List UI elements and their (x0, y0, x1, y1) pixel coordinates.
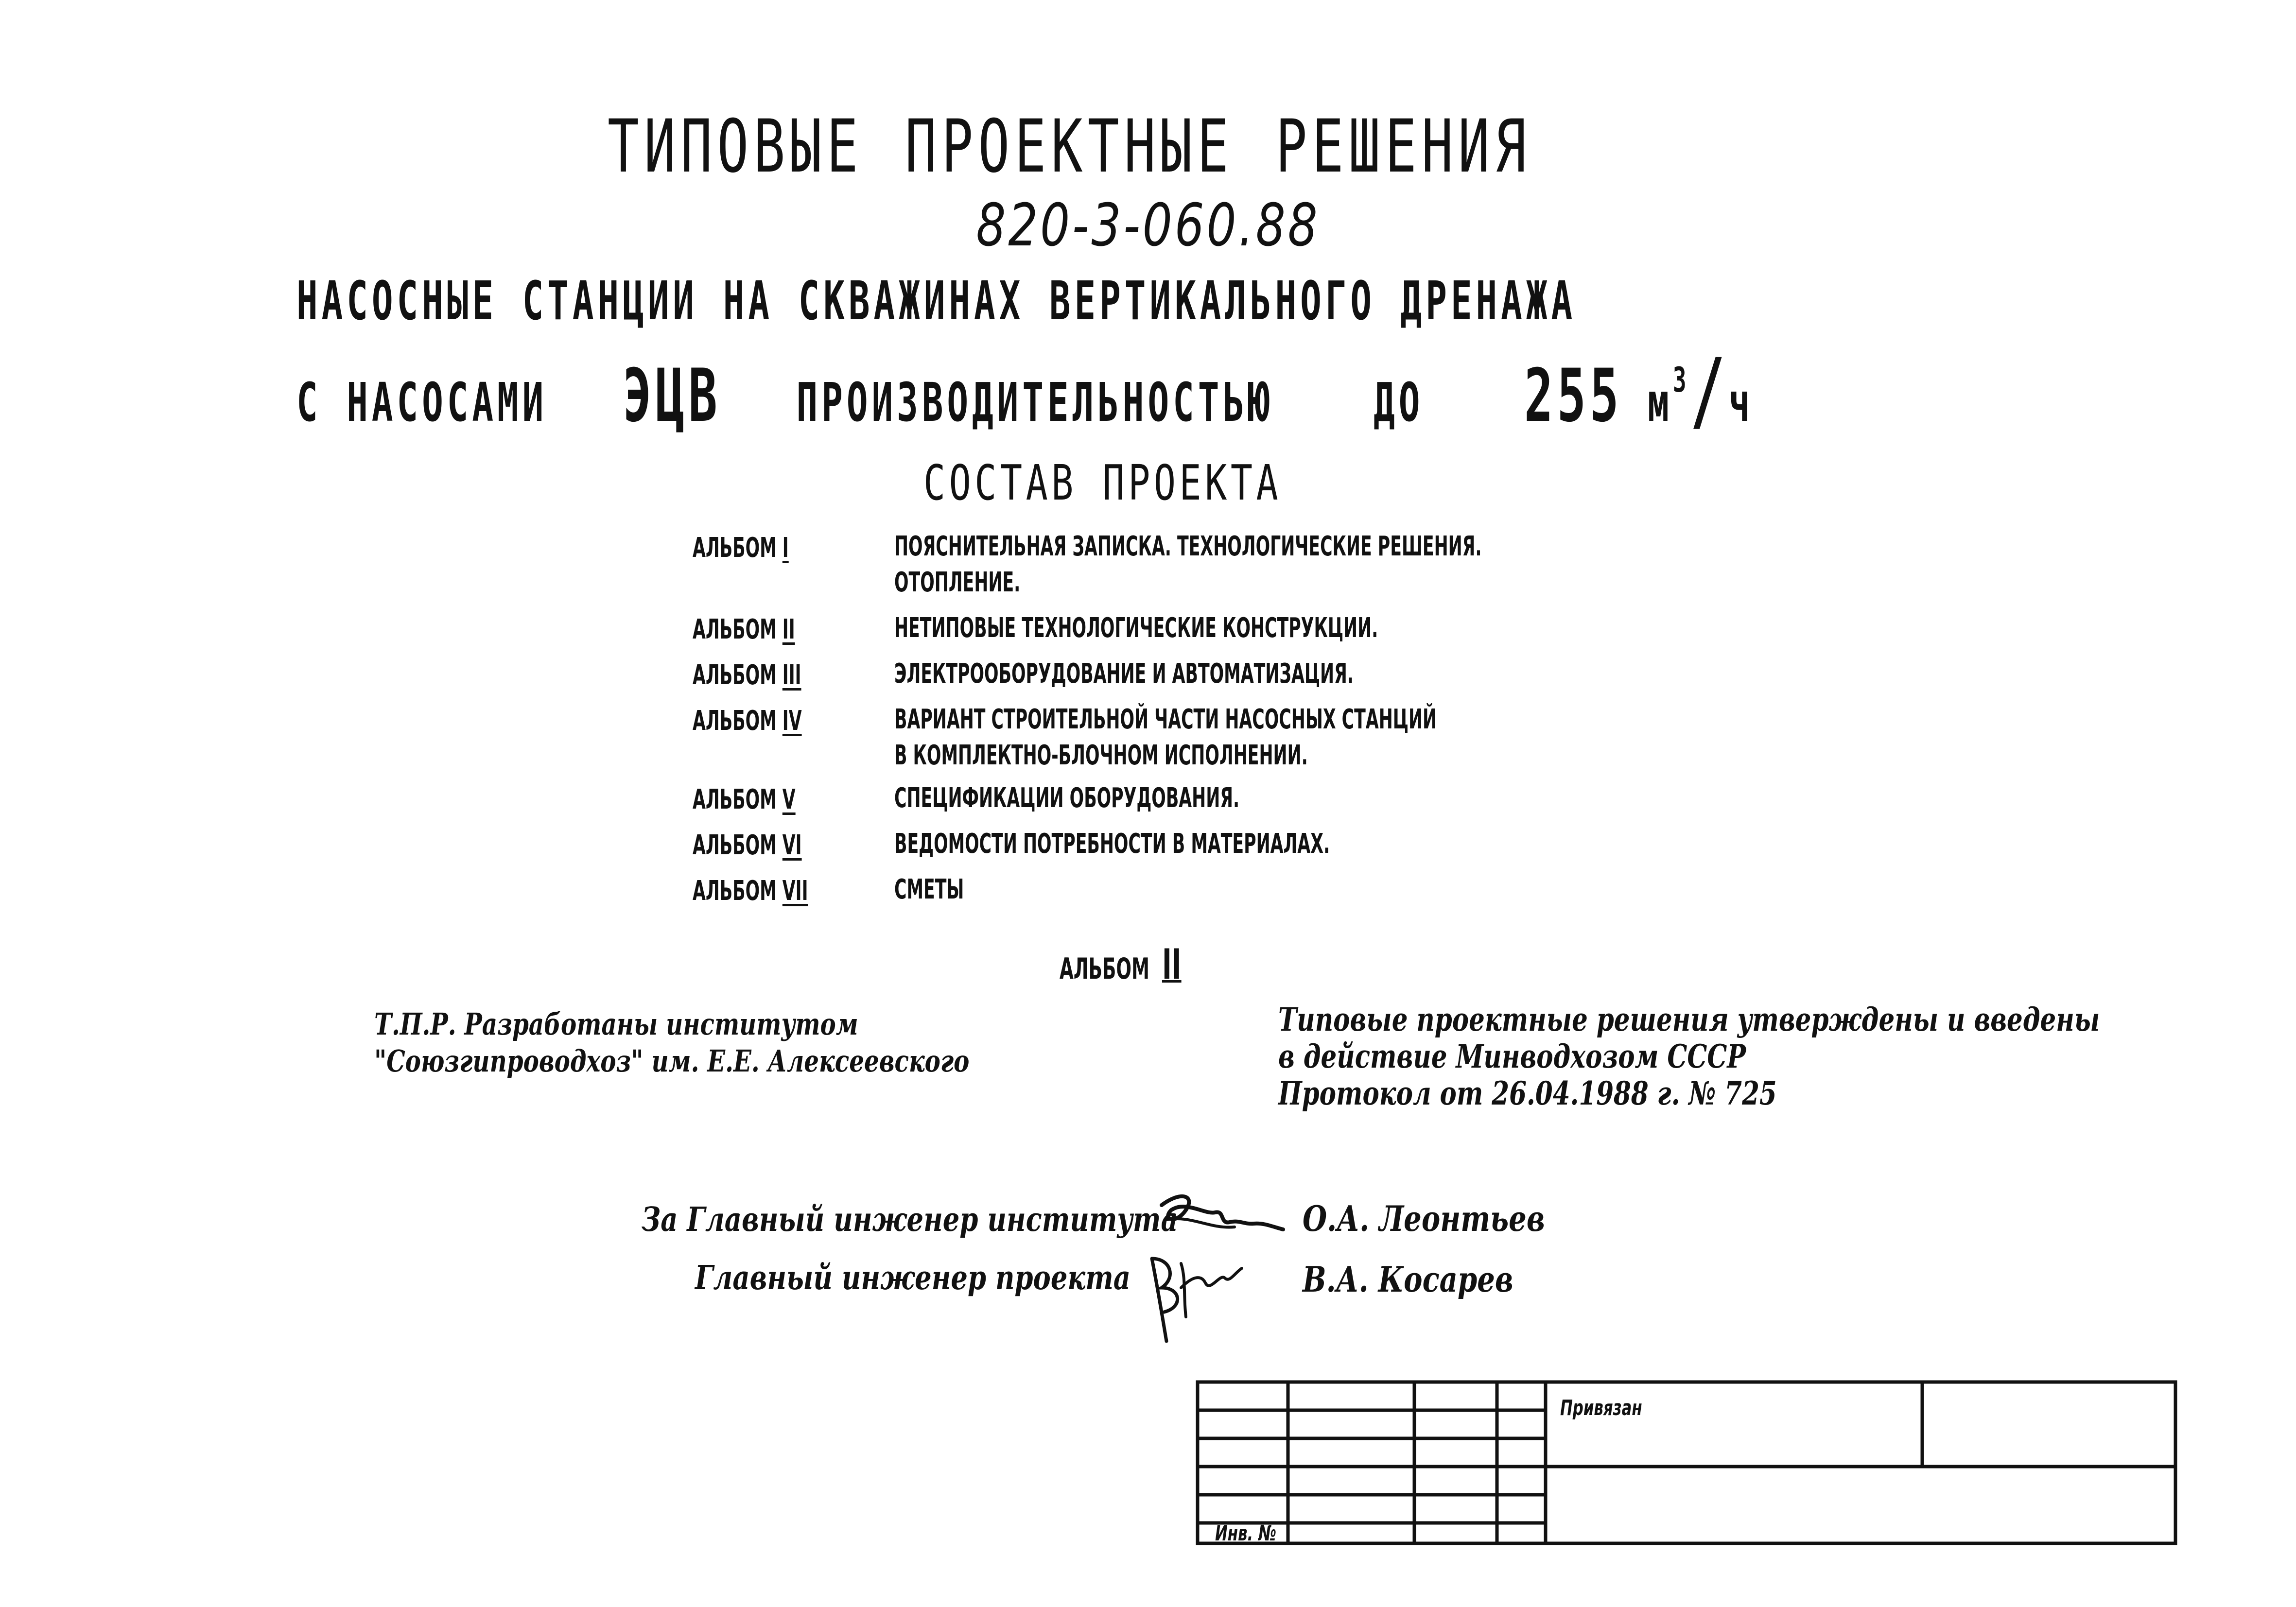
album-desc-2: НЕТИПОВЫЕ ТЕХНОЛОГИЧЕСКИЕ КОНСТРУКЦИИ. (894, 612, 1378, 644)
current-album-number: II (1162, 940, 1182, 989)
signature-role-1: За Главный инженер института (642, 1200, 1178, 1239)
stamp-inventory-label: Инв. № (1215, 1521, 1277, 1546)
title-word-2: ПРОЕКТНЫЕ (905, 104, 1234, 189)
album-desc-5: СПЕЦИФИКАЦИИ ОБОРУДОВАНИЯ. (894, 782, 1240, 814)
developer-note-line1: Т.П.Р. Разработаны институтом (374, 1006, 858, 1042)
album-label-2: АЛЬБОМ II (693, 614, 795, 645)
album-label-1: АЛЬБОМ I (693, 532, 789, 564)
unit-exponent: 3 (1672, 360, 1690, 400)
title-block-stamp (1196, 1380, 2177, 1545)
project-subject: НАСОСНЫЕ СТАНЦИИ НА СКВАЖИНАХ ВЕРТИКАЛЬНОГО ДРЕНАЖА (296, 270, 1577, 332)
signature-leontiev (1152, 1186, 1298, 1254)
approval-note (1278, 1001, 2100, 1112)
album-label-7: АЛЬБОМ VII (693, 875, 808, 907)
capacity-value: 255 (1524, 354, 1623, 438)
developer-note-line2: "Союзгипроводхоз" им. Е.Е. Алексеевского (374, 1043, 970, 1079)
pumps-text: С НАСОСАМИ (296, 371, 548, 433)
title-word-1: ТИПОВЫЕ (608, 104, 863, 189)
document-title (608, 104, 1531, 189)
title-word-3: РЕШЕНИЯ (1275, 104, 1531, 189)
album-desc-3: ЭЛЕКТРООБОРУДОВАНИЕ И АВТОМАТИЗАЦИЯ. (894, 658, 1354, 690)
project-code: 820-3-060.88 (976, 192, 1320, 259)
current-album: АЛЬБОМ II (1060, 940, 1182, 989)
album-label-4: АЛЬБОМ IV (693, 705, 802, 737)
signature-name-2: В.А. Косарев (1303, 1259, 1513, 1300)
composition-title: СОСТАВ ПРОЕКТА (923, 454, 1282, 511)
unit-slash: / (1690, 340, 1729, 442)
capacity-text: ПРОИЗВОДИТЕЛЬНОСТЬЮ (796, 371, 1273, 433)
approval-note-line3: Протокол от 26.04.1988 г. № 725 (1278, 1074, 1777, 1112)
album-label-6: АЛЬБОМ VI (693, 829, 802, 861)
project-subject-line2 (296, 340, 1754, 442)
signature-role-2: Главный инженер проекта (695, 1259, 1131, 1297)
album-label-5: АЛЬБОМ V (693, 784, 796, 815)
signature-kosarev (1137, 1244, 1254, 1351)
approval-note-line2: в действие Минводхозом СССР (1278, 1037, 1746, 1075)
stamp-grid (1196, 1380, 2177, 1545)
album-desc-4: ВАРИАНТ СТРОИТЕЛЬНОЙ ЧАСТИ НАСОСНЫХ СТАНЦИЙ В КОМПЛЕКТНО-БЛОЧНОМ ИСПОЛНЕНИИ. (894, 704, 1437, 771)
pump-type: ЭЦВ (623, 354, 721, 438)
approval-note-line1: Типовые проектные решения утверждены и введены (1278, 1001, 2100, 1038)
developer-note (374, 1006, 969, 1080)
signature-name-1: О.А. Леонтьев (1303, 1198, 1545, 1239)
album-desc-6: ВЕДОМОСТИ ПОТРЕБНОСТИ В МАТЕРИАЛАХ. (894, 828, 1330, 860)
up-to-text: ДО (1374, 371, 1424, 433)
album-label-3: АЛЬБОМ III (693, 659, 801, 691)
album-desc-7: СМЕТЫ (894, 874, 964, 905)
unit-h: ч (1728, 371, 1754, 433)
unit-m: м (1648, 371, 1673, 433)
album-desc-1: ПОЯСНИТЕЛЬНАЯ ЗАПИСКА. ТЕХНОЛОГИЧЕСКИЕ РЕШЕНИЯ. ОТОПЛЕНИЕ. (894, 531, 1482, 598)
stamp-tied-label: Привязан (1560, 1396, 1642, 1420)
